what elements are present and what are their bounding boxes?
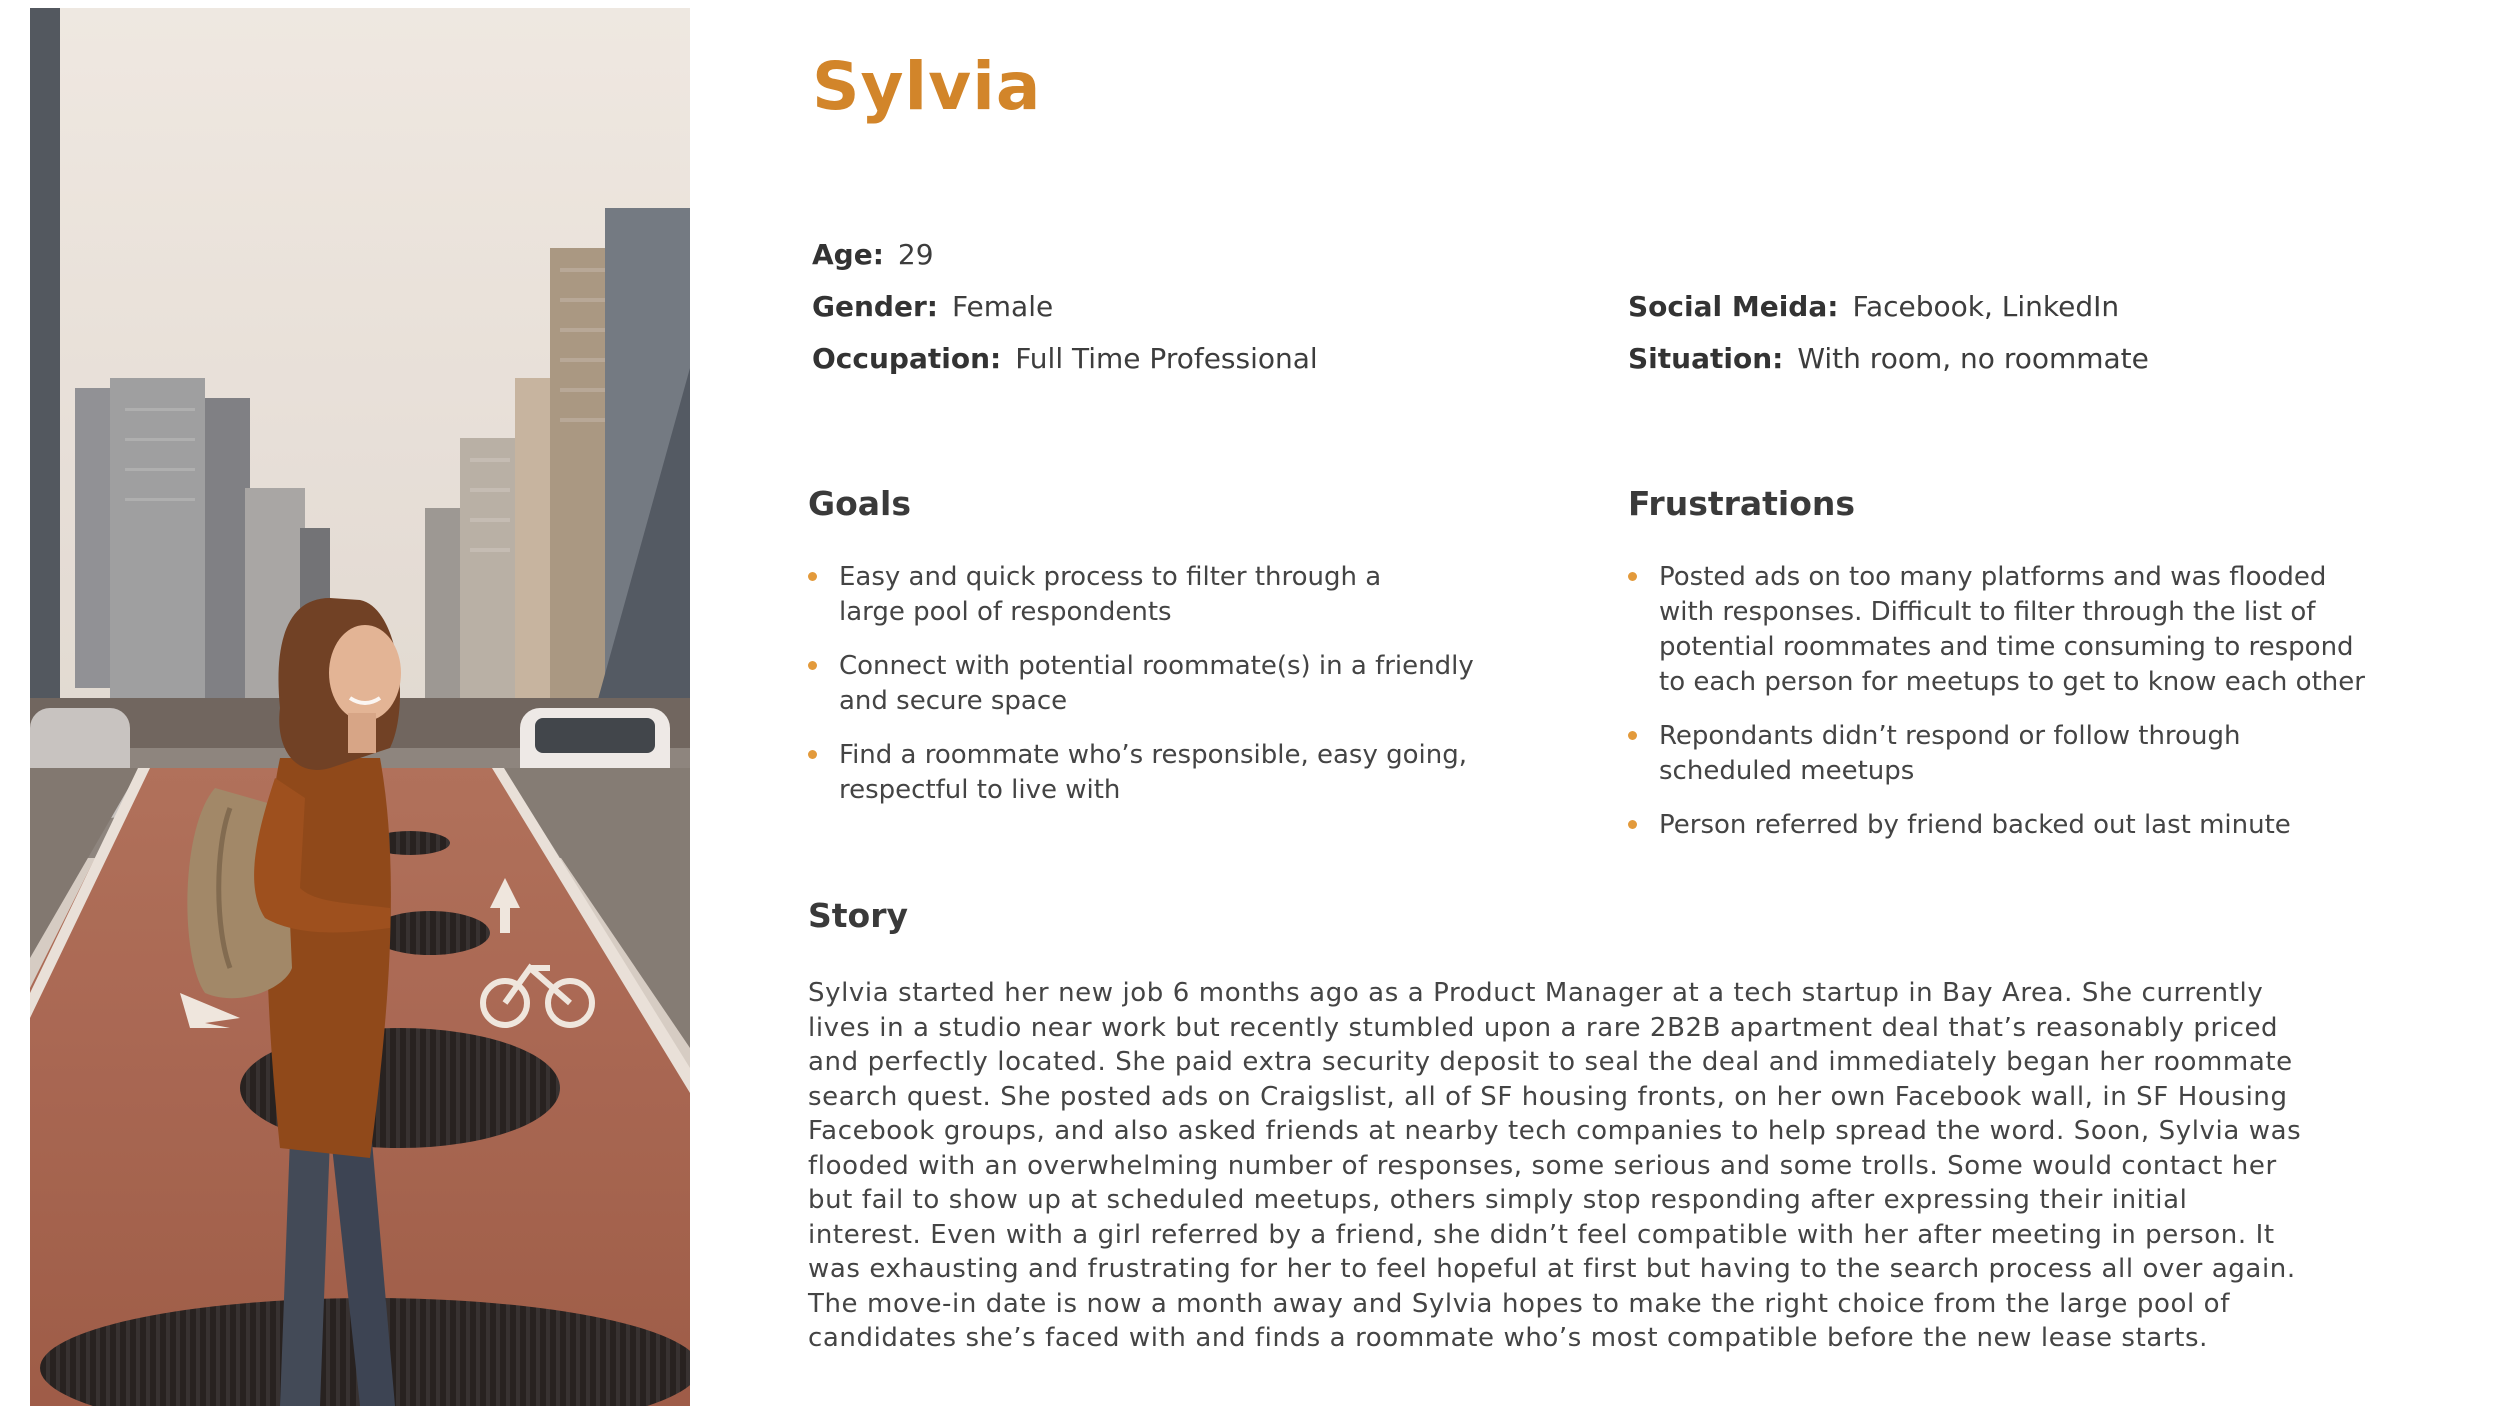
story-line: lives in a studio near work but recently stumbled upon a rare 2B2B apartment deal that’s reasonably priced <box>808 1012 2279 1043</box>
occupation-value: Full Time Professional <box>1015 342 1318 375</box>
situation-row <box>1628 342 2149 375</box>
story-title: Story <box>808 896 908 935</box>
bullet-dot-icon <box>1628 731 1637 740</box>
story-line: but fail to show up at scheduled meetups, others simply stop responding after expressing their initial <box>808 1185 2188 1215</box>
frustration-text-line: potential roommates and time consuming to respond <box>1659 632 2354 662</box>
goal-item <box>808 738 1528 808</box>
frustration-text-line: to each person for meetups to get to know each other <box>1659 667 2365 697</box>
goals-title: Goals <box>808 484 911 523</box>
occupation-row <box>812 342 1318 375</box>
story-line: search quest. She posted ads on Craigslist, all of SF housing fronts, on her own Facebook wall, in SF Housing <box>808 1081 2288 1112</box>
bullet-dot-icon <box>808 661 817 670</box>
story-line: Facebook groups, and also asked friends at nearby tech companies to help spread the word. Soon, Sylvia was <box>808 1116 2302 1146</box>
persona-photo <box>30 8 690 1406</box>
age-label: Age: <box>812 238 884 271</box>
gender-label: Gender: <box>812 290 938 323</box>
frustration-text-line: Person referred by friend backed out last minute <box>1659 810 2291 840</box>
story-line: Sylvia started her new job 6 months ago as a Product Manager at a tech startup in Bay Area. She currently <box>808 978 2264 1008</box>
age-row <box>812 238 934 271</box>
goal-item <box>808 560 1528 630</box>
goal-text-line: Easy and quick process to filter through a <box>839 562 1382 592</box>
goal-text-line: Connect with potential roommate(s) in a friendly <box>839 651 1474 681</box>
story-line: flooded with an overwhelming number of responses, some serious and some trolls. Some would contact her <box>808 1150 2277 1181</box>
story-line: was exhausting and frustrating for her to feel hopeful at first but having to the search process all over again. <box>808 1254 2296 1284</box>
bullet-dot-icon <box>808 572 817 581</box>
frustration-text-line: with responses. Difficult to filter through the list of <box>1659 597 2316 627</box>
goal-text-line: respectful to live with <box>839 775 1121 805</box>
goals-list <box>808 560 1528 827</box>
frustration-item <box>1628 560 2408 700</box>
situation-label: Situation: <box>1628 342 1784 375</box>
frustration-text-line: Posted ads on too many platforms and was flooded <box>1659 562 2327 592</box>
occupation-label: Occupation: <box>812 342 1002 375</box>
story-line: The move-in date is now a month away and Sylvia hopes to make the right choice from the large pool of <box>808 1288 2230 1319</box>
goal-text-line: Find a roommate who’s responsible, easy going, <box>839 740 1468 770</box>
frustrations-title: Frustrations <box>1628 484 1856 523</box>
social-value: Facebook, LinkedIn <box>1852 290 2120 323</box>
bullet-dot-icon <box>1628 820 1637 829</box>
story-line: interest. Even with a girl referred by a friend, she didn’t feel compatible with her after meeting in person. It <box>808 1219 2275 1250</box>
frustration-item <box>1628 719 2408 789</box>
social-label: Social Meida: <box>1628 290 1839 323</box>
frustration-item <box>1628 808 2408 843</box>
story-line: and perfectly located. She paid extra security deposit to seal the deal and immediately began her roommate <box>808 1047 2293 1077</box>
goal-item <box>808 649 1528 719</box>
bullet-dot-icon <box>808 750 817 759</box>
gender-value: Female <box>951 290 1054 323</box>
gender-row <box>812 290 1053 323</box>
social-row <box>1628 290 2119 323</box>
age-value: 29 <box>897 238 934 271</box>
bullet-dot-icon <box>1628 572 1637 581</box>
goal-text-line: and secure space <box>839 686 1068 716</box>
persona-name: Sylvia <box>812 48 1042 125</box>
goal-text-line: large pool of respondents <box>839 597 1172 627</box>
story-body <box>808 976 2373 1356</box>
frustrations-list <box>1628 560 2408 862</box>
frustration-text-line: Repondants didn’t respond or follow through <box>1659 721 2241 751</box>
story-line: candidates she’s faced with and finds a roommate who’s most compatible before the new lease starts. <box>808 1323 2208 1353</box>
frustration-text-line: scheduled meetups <box>1659 756 1915 786</box>
situation-value: With room, no roommate <box>1797 342 2149 375</box>
